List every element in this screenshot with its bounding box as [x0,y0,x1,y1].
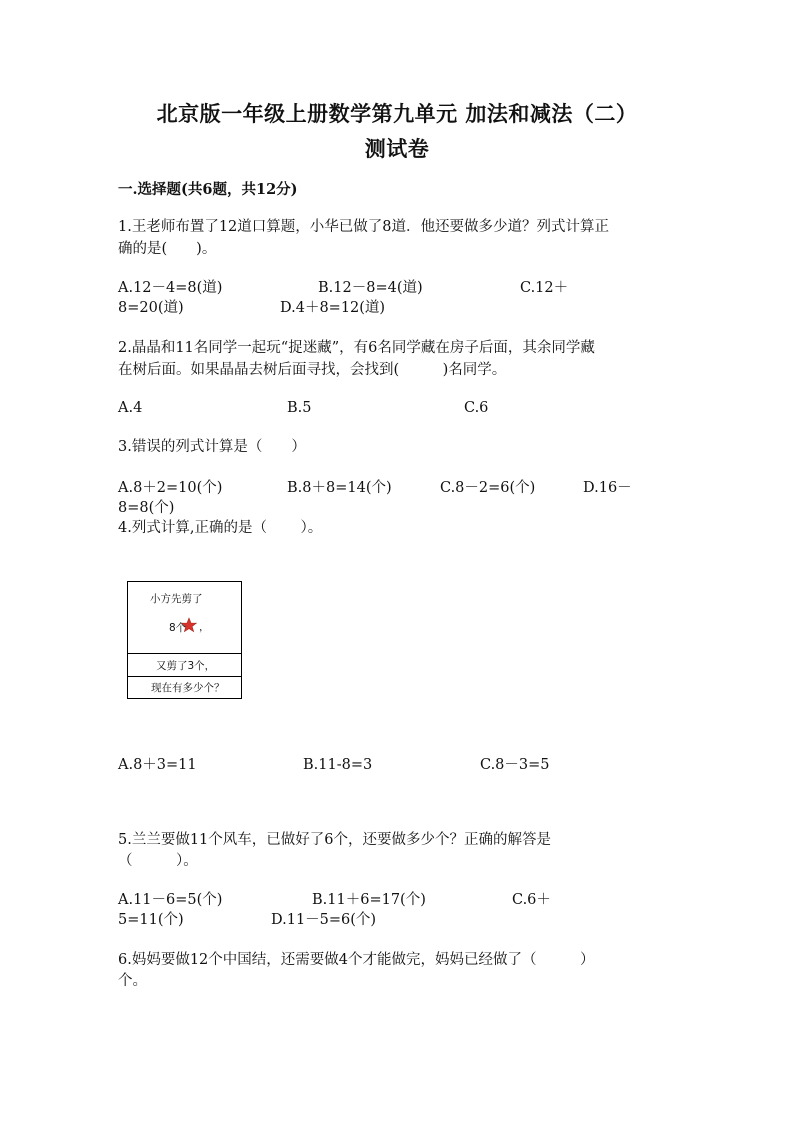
q4-figure-bottom-cell [128,677,241,698]
q2-text-line2: 在树后面。如果晶晶去树后面寻找，会找到( )名同学。 [118,362,507,378]
q4-figure-mid-text: 又剪了3个， [156,660,216,672]
q5-option-d: D.11－5=6(个) [271,912,377,928]
q2-option-b: B.5 [287,400,312,416]
q4-figure-bottom-text: 现在有多少个？ [151,682,225,694]
q4-text: 4.列式计算,正确的是（ ）。 [118,520,323,536]
q1-option-c-cont: 8=20(道) [118,300,184,316]
q5-option-c: C.6＋ [512,892,551,908]
q5-option-c-cont: 5=11(个) [118,912,184,928]
q3-option-a: A.8＋2=10(个) [118,480,223,496]
q2-option-a: A.4 [118,400,143,416]
q4-figure-top-text: 小方先剪了 [150,593,203,605]
q2-option-c: C.6 [464,400,489,416]
page-subtitle: 测试卷 [364,136,430,161]
q4-figure-mid-cell [128,654,241,677]
q4-figure-top-cell [128,582,241,654]
q3-option-c: C.8－2=6(个) [440,480,536,496]
q4-figure-comma: ， [199,621,210,633]
q3-option-d-cont: 8=8(个) [118,500,175,516]
q6-text-line2: 个。 [118,973,147,989]
q3-option-b: B.8＋8=14(个) [287,480,392,496]
q1-option-c: C.12＋ [520,280,569,296]
q1-option-a: A.12－4=8(道) [118,280,223,296]
q1-option-d: D.4＋8=12(道) [280,300,386,316]
q1-text-line2: 确的是( )。 [118,241,217,257]
q1-text-line1: 1.王老师布置了12道口算题，小华已做了8道．他还要做多少道？列式计算正 [118,219,610,235]
q4-option-c: C.8－3=5 [480,757,550,773]
q6-text-line1: 6.妈妈要做12个中国结，还需要做4个才能做完，妈妈已经做了（ ） [118,952,595,968]
q3-option-d: D.16－ [583,480,632,496]
section-heading: 一.选择题(共6题，共12分) [118,181,298,198]
q4-option-a: A.8＋3=11 [118,757,197,773]
q5-text-line2: （ ）。 [118,853,198,869]
q1-option-b: B.12－8=4(道) [318,280,423,296]
q4-option-b: B.11-8=3 [303,757,373,773]
q4-figure [127,581,242,699]
red-star-icon [181,617,197,633]
q4-figure-count-text: 8个 [169,622,187,634]
q5-option-a: A.11－6=5(个) [118,892,223,908]
q2-text-line1: 2.晶晶和11名同学一起玩“捉迷藏”，有6名同学藏在房子后面，其余同学藏 [118,340,595,356]
q3-text: 3.错误的列式计算是（ ） [118,439,306,455]
q5-option-b: B.11＋6=17(个) [312,892,426,908]
q5-text-line1: 5.兰兰要做11个风车，已做好了6个，还要做多少个？正确的解答是 [118,832,552,848]
page-title: 北京版一年级上册数学第九单元 加法和减法（二） [156,101,638,126]
